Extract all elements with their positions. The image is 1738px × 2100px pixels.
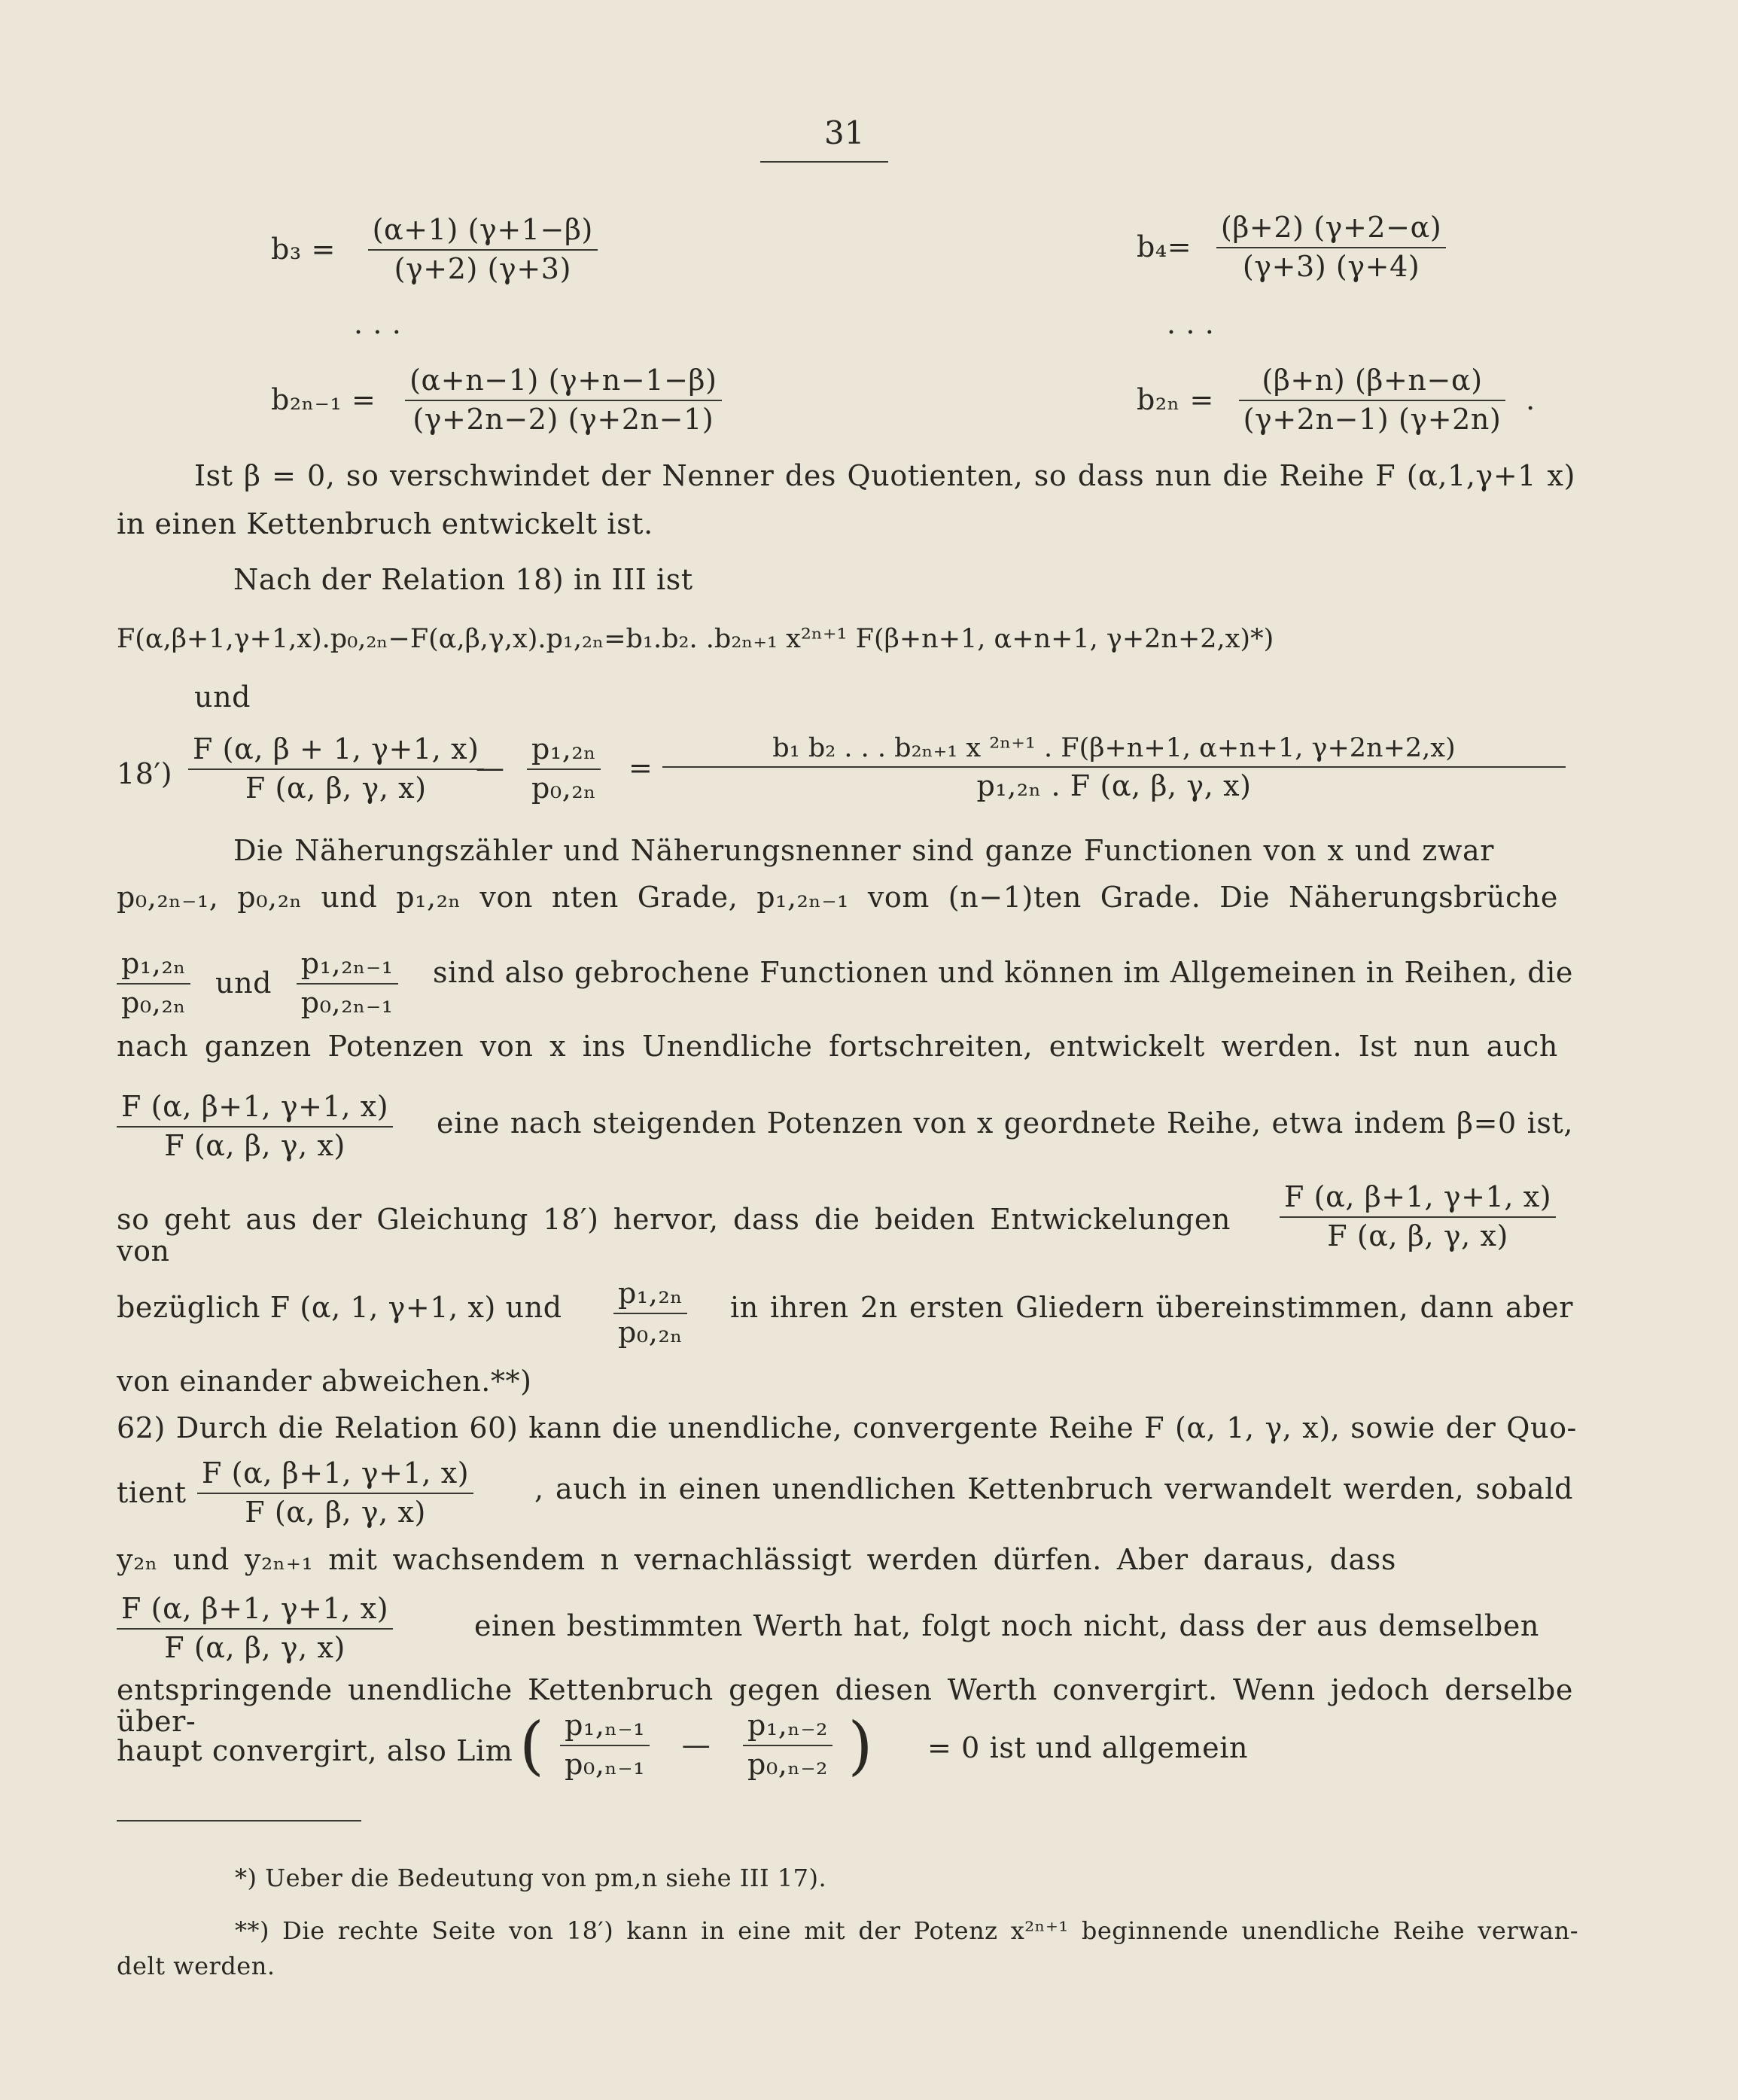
para3-frac5-den: p₀,₂ₙ [618, 1315, 683, 1349]
para3-line6-frac [1280, 1182, 1556, 1252]
eq-18-frac3-den: p₁,₂ₙ . F (α, β, γ, x) [976, 768, 1252, 802]
eq-18-frac1-num: F (α, β + 1, γ+1, x) [188, 734, 484, 770]
lim-frac2-num: p₁,ₙ₋₂ [743, 1710, 832, 1746]
para1-line1: Ist β = 0, so verschwindet der Nenner des Quotienten, so dass nun die Reihe F (α,1,γ+1 x) [194, 459, 1575, 492]
und-1: und [194, 680, 251, 714]
main-equation: F(α,β+1,γ+1,x).p₀,₂ₙ−F(α,β,γ,x).p₁,₂ₙ=b₁.b₂. .b₂ₙ₊₁ x²ⁿ⁺¹ F(β+n+1, α+n+1, γ+2n+2,x)*) [117, 624, 1274, 654]
para3-line6: so geht aus der Gleichung 18′) hervor, dass die beiden Entwickelungen von [117, 1203, 1231, 1268]
footnote-rule [117, 1820, 361, 1822]
para4-frac1-den: F (α, β, γ, x) [245, 1495, 426, 1529]
b4-numerator: (β+2) (γ+2−α) [1216, 212, 1446, 248]
b3-fraction [368, 215, 598, 285]
eq-18-fraction-1 [188, 734, 484, 805]
para1-line2: in einen Kettenbruch entwickelt ist. [117, 507, 653, 540]
b2n-1-fraction [405, 365, 721, 436]
para3-und: und [215, 966, 272, 1000]
para4-frac2-den: F (α, β, γ, x) [164, 1630, 345, 1664]
eq-18-frac2-num: p₁,₂ₙ [527, 734, 601, 770]
b2n-tail: . [1526, 382, 1536, 416]
eq-18-frac2-den: p₀,₂ₙ [531, 771, 597, 805]
lim-frac1 [560, 1710, 650, 1781]
para3-frac5 [613, 1278, 687, 1349]
para4-line2-rest: , auch in einen unendlichen Kettenbruch verwandelt werden, sobald [534, 1472, 1573, 1505]
eq-18-frac2 [527, 734, 601, 805]
para4-frac1 [197, 1458, 473, 1529]
footnote-1: *) Ueber die Bedeutung von pm,n siehe III 17). [235, 1864, 827, 1892]
para4-frac2 [117, 1593, 393, 1664]
eq-18-fraction-2 [527, 734, 601, 805]
para3-line7-b: in ihren 2n ersten Gliedern übereinstimmen, dann aber [730, 1291, 1573, 1324]
para4-line1: 62) Durch die Relation 60) kann die unendliche, convergente Reihe F (α, 1, γ, x), sowie der Quo- [117, 1411, 1577, 1444]
eq-18-frac1 [188, 734, 484, 805]
para3-frac2 [297, 948, 398, 1019]
para4-line6-b: = 0 ist und allgemein [927, 1731, 1249, 1764]
eq-18-frac3-num: b₁ b₂ . . . b₂ₙ₊₁ x ²ⁿ⁺¹ . F(β+n+1, α+n+1, γ+2n+2,x) [662, 734, 1566, 768]
para3-frac2-num: p₁,₂ₙ₋₁ [297, 948, 398, 985]
b3-numerator: (α+1) (γ+1−β) [368, 215, 598, 251]
para4-line4-rest: einen bestimmten Werth hat, folgt noch nicht, dass der aus demselben [474, 1609, 1539, 1642]
equation-b3 [271, 215, 598, 285]
eq-18-frac1-den: F (α, β, γ, x) [245, 771, 427, 805]
dots-left: . . . [354, 307, 402, 340]
b2n-1-numerator: (α+n−1) (γ+n−1−β) [405, 365, 721, 401]
lim-left-paren: ( [519, 1708, 545, 1782]
b2n-denominator: (γ+2n−1) (γ+2n) [1243, 402, 1502, 436]
para3-line4: nach ganzen Potenzen von x ins Unendliche fortschreiten, entwickelt werden. Ist nun auch [117, 1030, 1558, 1063]
para3-line8: von einander abweichen.**) [117, 1365, 532, 1398]
para3-line3-rest: sind also gebrochene Functionen und können im Allgemeinen in Reihen, die [433, 956, 1573, 989]
para3-frac4-den: F (α, β, γ, x) [1327, 1219, 1508, 1252]
eq-18-label: 18′) [117, 757, 173, 790]
para3-line5-rest: eine nach steigenden Potenzen von x geordnete Reihe, etwa indem β=0 ist, [437, 1106, 1574, 1140]
lim-frac1-num: p₁,ₙ₋₁ [560, 1710, 650, 1746]
equation-b2n-1 [271, 365, 722, 436]
para2-line1: Nach der Relation 18) in III ist [233, 563, 693, 596]
b2n-numerator: (β+n) (β+n−α) [1239, 365, 1506, 401]
dots-right: . . . [1167, 307, 1215, 340]
para3-frac3 [117, 1091, 393, 1162]
eq-18-equals: = [629, 751, 653, 784]
para3-frac2-den: p₀,₂ₙ₋₁ [300, 985, 394, 1019]
para3-frac3-den: F (α, β, γ, x) [164, 1128, 345, 1162]
b2n-fraction [1239, 365, 1506, 436]
para4-lim-expression [519, 1710, 873, 1781]
lim-frac2-den: p₀,ₙ₋₂ [747, 1747, 828, 1781]
lim-minus: — [681, 1727, 711, 1761]
para3-line7-a: bezüglich F (α, 1, γ+1, x) und [117, 1291, 562, 1324]
para4-tient: tient [117, 1476, 187, 1509]
b3-denominator: (γ+2) (γ+3) [394, 251, 571, 285]
para3-line7-frac [613, 1278, 687, 1349]
para3-frac5-num: p₁,₂ₙ [613, 1278, 687, 1314]
para3-line5-frac [117, 1091, 393, 1162]
lim-frac2 [743, 1710, 832, 1781]
equation-b2n [1137, 365, 1536, 436]
eq-18-frac3 [662, 734, 1566, 802]
para3-frac1-num: p₁,₂ₙ [117, 948, 190, 985]
para3-line1: Die Näherungszähler und Näherungsnenner sind ganze Functionen von x und zwar [233, 834, 1494, 867]
b4-denominator: (γ+3) (γ+4) [1242, 249, 1420, 283]
para4-frac2-num: F (α, β+1, γ+1, x) [117, 1593, 393, 1630]
para3-frac1 [117, 948, 190, 1019]
eq-18-fraction-3 [662, 734, 1566, 802]
para3-line2: p₀,₂ₙ₋₁, p₀,₂ₙ und p₁,₂ₙ von nten Grade, p₁,₂ₙ₋₁ vom (n−1)ten Grade. Die Näherungsbrüche [117, 881, 1558, 914]
b2n-1-denominator: (γ+2n−2) (γ+2n−1) [412, 402, 714, 436]
para4-frac1-num: F (α, β+1, γ+1, x) [197, 1458, 473, 1494]
para3-line3 [117, 948, 398, 1019]
equation-b4 [1137, 212, 1446, 283]
para4-line6-a: haupt convergirt, also Lim [117, 1734, 513, 1767]
para4-line2-frac [197, 1458, 473, 1529]
footnote-2: **) Die rechte Seite von 18′) kann in eine mit der Potenz x²ⁿ⁺¹ beginnende unendliche Reihe verwan- [235, 1916, 1578, 1945]
b3-lhs: b₃ = [271, 232, 336, 266]
page-number: 31 [824, 114, 865, 151]
para3-frac3-num: F (α, β+1, γ+1, x) [117, 1091, 393, 1128]
para3-frac4-num: F (α, β+1, γ+1, x) [1280, 1182, 1556, 1218]
lim-right-paren: ) [848, 1708, 874, 1782]
footnote-2-cont: delt werden. [117, 1952, 275, 1980]
b4-lhs: b₄= [1137, 230, 1192, 263]
b2n-1-lhs: b₂ₙ₋₁ = [271, 382, 376, 416]
eq-18-minus: — [476, 751, 505, 784]
para4-line4-frac [117, 1593, 393, 1664]
para4-line5: entspringende unendliche Kettenbruch gegen diesen Werth convergirt. Wenn jedoch derselbe über- [117, 1673, 1573, 1738]
b4-fraction [1216, 212, 1446, 283]
page-number-rule [760, 161, 888, 163]
lim-frac1-den: p₀,ₙ₋₁ [565, 1747, 646, 1781]
b2n-lhs: b₂ₙ = [1137, 382, 1214, 416]
para4-line3: y₂ₙ und y₂ₙ₊₁ mit wachsendem n vernachlässigt werden dürfen. Aber daraus, dass [117, 1543, 1396, 1576]
para3-frac1-den: p₀,₂ₙ [121, 985, 187, 1019]
para3-frac4 [1280, 1182, 1556, 1252]
